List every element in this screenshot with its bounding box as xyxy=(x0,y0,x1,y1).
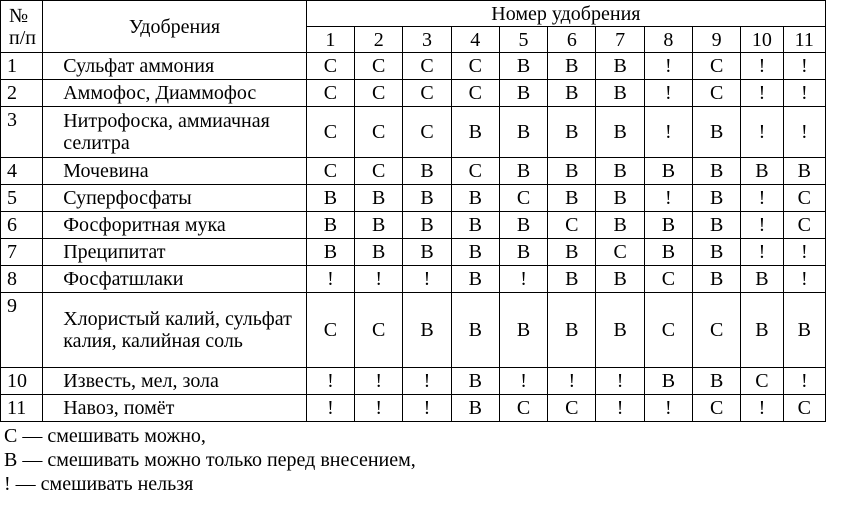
compatibility-cell: ! xyxy=(741,185,783,212)
header-row-top xyxy=(1,1,826,27)
compatibility-cell: С xyxy=(451,158,499,185)
compatibility-cell: С xyxy=(693,53,741,80)
column-header: 2 xyxy=(355,27,403,53)
compatibility-cell: С xyxy=(644,266,692,293)
table-row xyxy=(1,80,826,107)
compatibility-cell: В xyxy=(403,239,451,266)
compatibility-cell: В xyxy=(306,239,354,266)
row-number: 11 xyxy=(1,395,43,422)
compatibility-cell: С xyxy=(499,185,547,212)
compatibility-cell: ! xyxy=(644,80,692,107)
compatibility-cell: В xyxy=(596,185,644,212)
header-number-cell xyxy=(1,1,43,53)
compatibility-cell: В xyxy=(693,158,741,185)
column-header: 7 xyxy=(596,27,644,53)
compatibility-cell: С xyxy=(306,107,354,158)
compatibility-cell: ! xyxy=(306,395,354,422)
compatibility-cell: В xyxy=(693,239,741,266)
row-number: 9 xyxy=(1,293,43,368)
table-row xyxy=(1,212,826,239)
compatibility-cell: В xyxy=(355,239,403,266)
compatibility-cell: В xyxy=(596,107,644,158)
compatibility-cell: В xyxy=(548,107,596,158)
fertilizer-name: Мочевина xyxy=(43,158,307,185)
compatibility-cell: В xyxy=(451,266,499,293)
column-header: 6 xyxy=(548,27,596,53)
compatibility-cell: С xyxy=(499,395,547,422)
compatibility-cell: В xyxy=(596,80,644,107)
compatibility-cell: С xyxy=(355,53,403,80)
compatibility-cell: В xyxy=(644,368,692,395)
fertilizer-name: Известь, мел, зола xyxy=(43,368,307,395)
compatibility-cell: В xyxy=(403,185,451,212)
compatibility-cell: С xyxy=(451,80,499,107)
row-number: 7 xyxy=(1,239,43,266)
compatibility-cell: В xyxy=(355,212,403,239)
compatibility-cell: ! xyxy=(403,266,451,293)
compatibility-cell: С xyxy=(306,80,354,107)
compatibility-cell: В xyxy=(548,80,596,107)
compatibility-cell: ! xyxy=(644,395,692,422)
compatibility-cell: В xyxy=(548,239,596,266)
compatibility-cell: ! xyxy=(355,395,403,422)
compatibility-cell: ! xyxy=(783,368,825,395)
compatibility-cell: ! xyxy=(355,368,403,395)
compatibility-cell: ! xyxy=(741,212,783,239)
compatibility-cell: ! xyxy=(741,53,783,80)
column-header: 9 xyxy=(693,27,741,53)
compatibility-cell: ! xyxy=(783,80,825,107)
compatibility-cell: В xyxy=(596,212,644,239)
header-fertilizers: Удобрения xyxy=(43,1,307,53)
legend-incompatible: ! — смешивать нельзя xyxy=(4,473,194,495)
compatibility-cell: В xyxy=(403,158,451,185)
row-number: 1 xyxy=(1,53,43,80)
compatibility-cell: В xyxy=(548,266,596,293)
compatibility-cell: В xyxy=(499,239,547,266)
compatibility-cell: ! xyxy=(741,107,783,158)
compatibility-cell: С xyxy=(403,53,451,80)
compatibility-cell: В xyxy=(644,158,692,185)
compatibility-cell: С xyxy=(693,80,741,107)
compatibility-cell: ! xyxy=(355,266,403,293)
compatibility-cell: В xyxy=(783,293,825,368)
compatibility-cell: В xyxy=(596,158,644,185)
compatibility-cell: ! xyxy=(741,80,783,107)
compatibility-cell: В xyxy=(548,185,596,212)
compatibility-cell: С xyxy=(548,212,596,239)
compatibility-cell: В xyxy=(596,53,644,80)
compatibility-cell: В xyxy=(596,293,644,368)
fertilizer-name: Навоз, помёт xyxy=(43,395,307,422)
compatibility-cell: В xyxy=(403,212,451,239)
compatibility-cell: В xyxy=(355,185,403,212)
table-row xyxy=(1,185,826,212)
compatibility-cell: С xyxy=(693,293,741,368)
column-header: 3 xyxy=(403,27,451,53)
compatibility-cell: В xyxy=(548,293,596,368)
compatibility-cell: С xyxy=(355,80,403,107)
compatibility-cell: ! xyxy=(403,368,451,395)
compatibility-cell: ! xyxy=(306,266,354,293)
compatibility-cell: В xyxy=(693,107,741,158)
row-number: 8 xyxy=(1,266,43,293)
compatibility-cell: ! xyxy=(644,53,692,80)
fertilizer-name: Хлористый калий, сульфат калия, калийная соль xyxy=(43,293,307,368)
column-header: 11 xyxy=(783,27,825,53)
column-header: 8 xyxy=(644,27,692,53)
compatibility-cell: В xyxy=(783,158,825,185)
compatibility-cell: С xyxy=(693,395,741,422)
table-row xyxy=(1,107,826,158)
compatibility-cell: С xyxy=(306,53,354,80)
legend-compatible: С — смешивать можно, xyxy=(4,425,206,447)
header-number-symbol: № xyxy=(9,4,29,27)
compatibility-cell: В xyxy=(451,293,499,368)
compatibility-cell: В xyxy=(451,185,499,212)
table-row xyxy=(1,53,826,80)
column-header: 10 xyxy=(741,27,783,53)
compatibility-cell: С xyxy=(306,158,354,185)
compatibility-cell: В xyxy=(403,293,451,368)
row-number: 10 xyxy=(1,368,43,395)
table-row xyxy=(1,266,826,293)
compatibility-cell: В xyxy=(451,395,499,422)
compatibility-cell: В xyxy=(693,266,741,293)
compatibility-cell: В xyxy=(548,158,596,185)
compatibility-cell: В xyxy=(451,212,499,239)
compatibility-cell: ! xyxy=(596,395,644,422)
compatibility-cell: В xyxy=(644,239,692,266)
compatibility-cell: ! xyxy=(783,239,825,266)
compatibility-cell: В xyxy=(741,293,783,368)
header-number-abbr: п/п xyxy=(9,26,36,49)
table-row xyxy=(1,368,826,395)
row-number: 5 xyxy=(1,185,43,212)
legend xyxy=(4,424,416,496)
compatibility-cell: В xyxy=(306,185,354,212)
compatibility-cell: С xyxy=(644,293,692,368)
compatibility-cell: ! xyxy=(403,395,451,422)
table-row xyxy=(1,158,826,185)
fertilizer-name: Нитрофоска, аммиачная селитра xyxy=(43,107,307,158)
compatibility-cell: С xyxy=(783,395,825,422)
compatibility-cell: ! xyxy=(783,107,825,158)
fertilizer-name: Фосфатшлаки xyxy=(43,266,307,293)
compatibility-cell: В xyxy=(693,212,741,239)
compatibility-cell: В xyxy=(499,107,547,158)
compatibility-cell: ! xyxy=(644,185,692,212)
table-row xyxy=(1,293,826,368)
fertilizer-name: Суперфосфаты xyxy=(43,185,307,212)
compatibility-cell: В xyxy=(451,239,499,266)
table-body xyxy=(1,53,826,422)
column-header: 1 xyxy=(306,27,354,53)
compatibility-cell: С xyxy=(355,107,403,158)
compatibility-cell: С xyxy=(306,293,354,368)
table-row xyxy=(1,395,826,422)
compatibility-cell: С xyxy=(783,212,825,239)
compatibility-cell: В xyxy=(693,368,741,395)
compatibility-cell: В xyxy=(499,293,547,368)
compatibility-cell: ! xyxy=(741,239,783,266)
compatibility-cell: В xyxy=(499,158,547,185)
compatibility-cell: В xyxy=(548,53,596,80)
compatibility-cell: В xyxy=(499,53,547,80)
compatibility-cell: ! xyxy=(741,395,783,422)
row-number: 4 xyxy=(1,158,43,185)
table-row xyxy=(1,239,826,266)
compatibility-cell: ! xyxy=(783,53,825,80)
compatibility-cell: ! xyxy=(499,266,547,293)
row-number: 3 xyxy=(1,107,43,158)
compatibility-cell: С xyxy=(741,368,783,395)
compatibility-cell: ! xyxy=(596,368,644,395)
compatibility-cell: В xyxy=(451,107,499,158)
compatibility-cell: ! xyxy=(644,107,692,158)
compatibility-cell: ! xyxy=(499,368,547,395)
column-header: 4 xyxy=(451,27,499,53)
header-fertilizer-number: Номер удобрения xyxy=(306,1,825,27)
compatibility-cell: С xyxy=(355,158,403,185)
compatibility-cell: С xyxy=(403,107,451,158)
compatibility-cell: В xyxy=(306,212,354,239)
compatibility-cell: ! xyxy=(306,368,354,395)
compatibility-cell: ! xyxy=(548,368,596,395)
compatibility-cell: В xyxy=(741,266,783,293)
fertilizer-name: Преципитат xyxy=(43,239,307,266)
compatibility-cell: В xyxy=(741,158,783,185)
legend-before-application: В — смешивать можно только перед внесением, xyxy=(4,449,416,471)
fertilizer-name: Аммофос, Диаммофос xyxy=(43,80,307,107)
compatibility-cell: В xyxy=(499,212,547,239)
compatibility-cell: В xyxy=(644,212,692,239)
row-number: 6 xyxy=(1,212,43,239)
compatibility-cell: В xyxy=(596,266,644,293)
fertilizer-name: Сульфат аммония xyxy=(43,53,307,80)
compatibility-cell: С xyxy=(355,293,403,368)
compatibility-cell: С xyxy=(451,53,499,80)
compatibility-cell: С xyxy=(548,395,596,422)
column-header: 5 xyxy=(499,27,547,53)
compatibility-cell: С xyxy=(596,239,644,266)
compatibility-cell: С xyxy=(403,80,451,107)
compatibility-cell: В xyxy=(499,80,547,107)
compatibility-cell: С xyxy=(783,185,825,212)
row-number: 2 xyxy=(1,80,43,107)
compatibility-cell: В xyxy=(451,368,499,395)
fertilizer-name: Фосфоритная мука xyxy=(43,212,307,239)
compatibility-cell: В xyxy=(693,185,741,212)
compatibility-cell: ! xyxy=(783,266,825,293)
